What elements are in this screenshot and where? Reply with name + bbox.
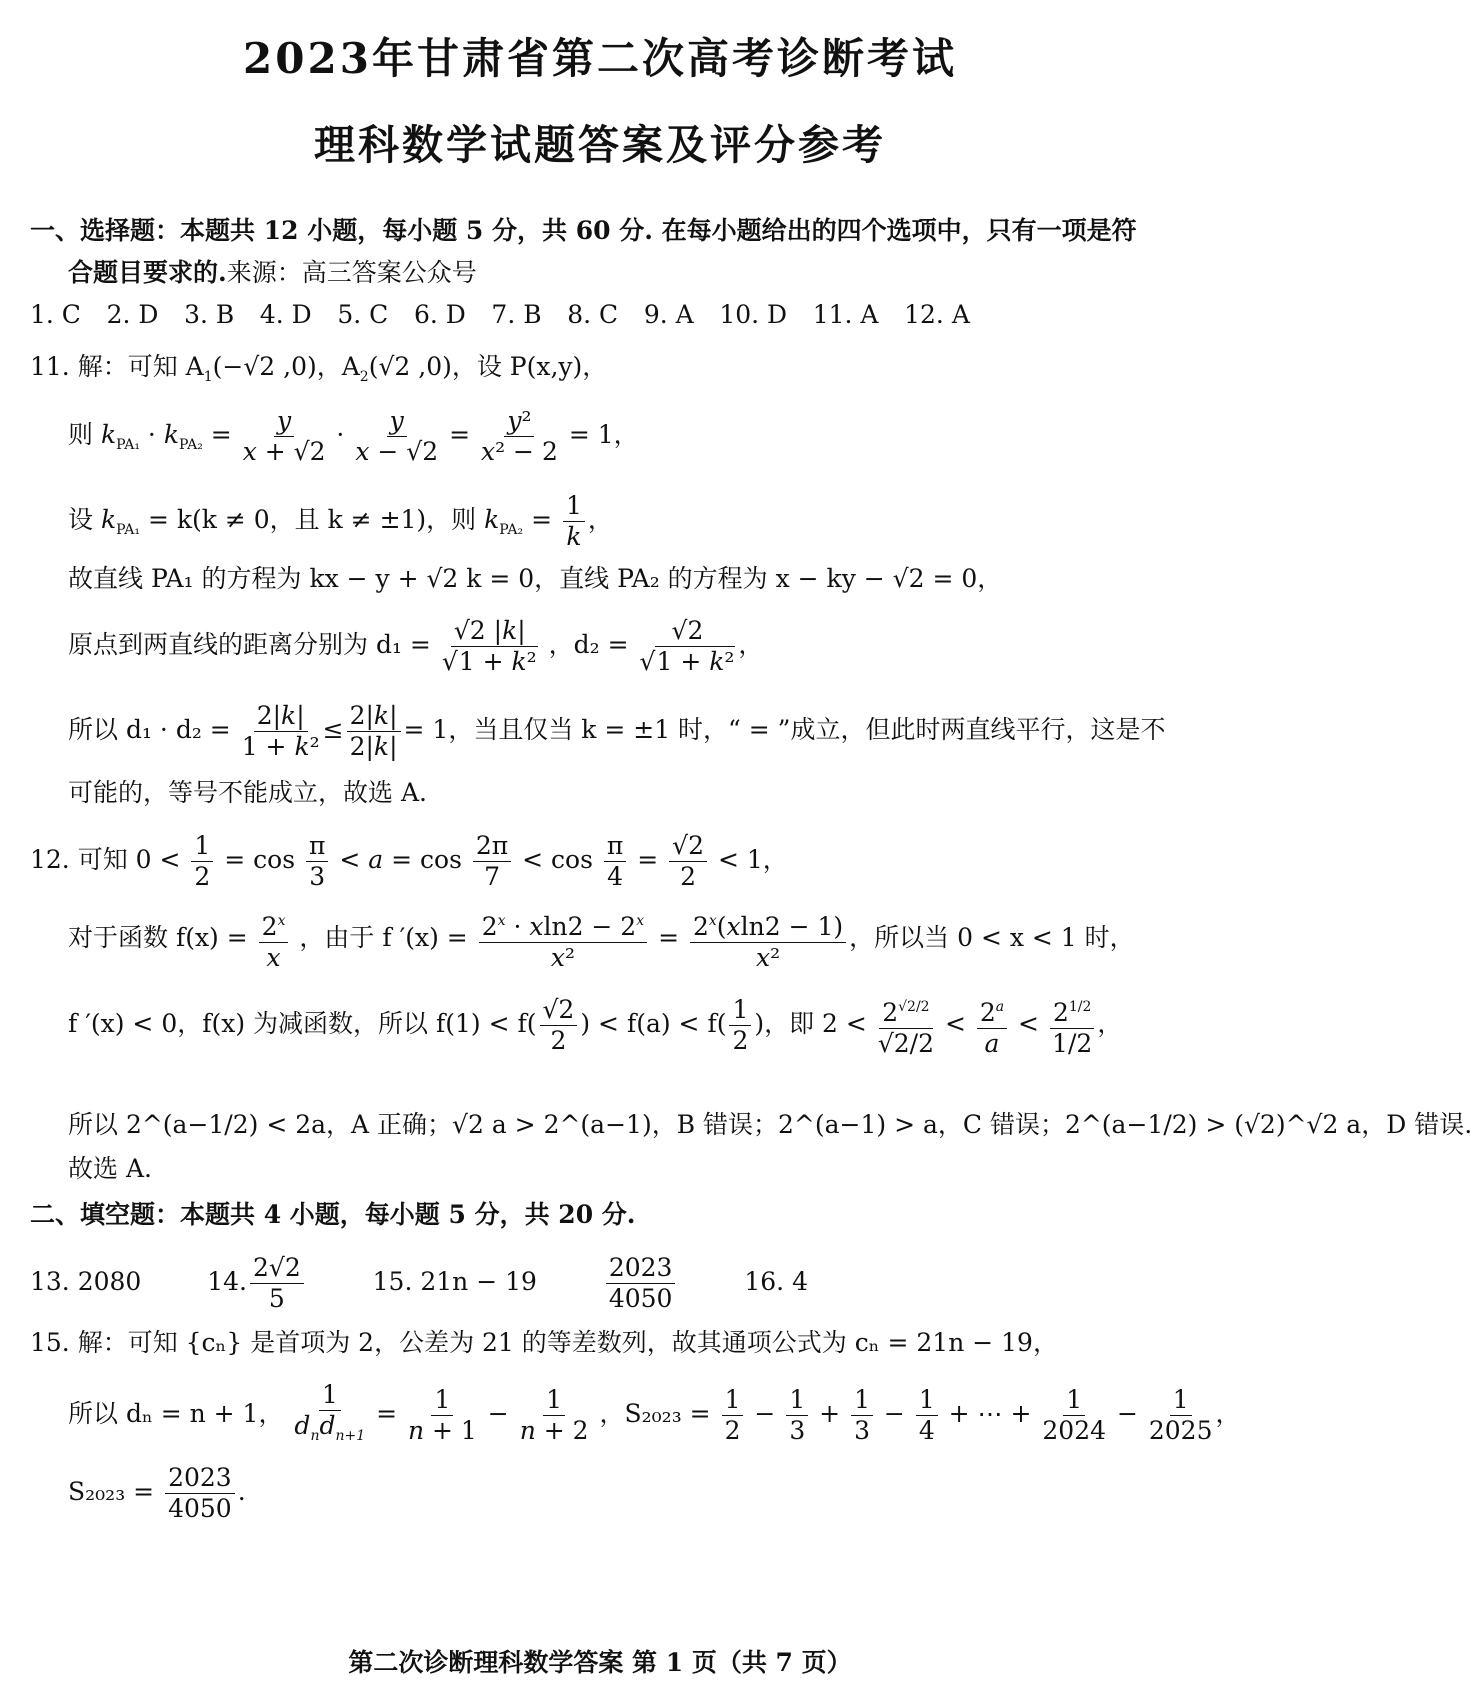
choice-answer: 11. A bbox=[812, 300, 879, 329]
choice-answer: 4. D bbox=[259, 300, 312, 329]
q11-line7: 可能的，等号不能成立，故选 A. bbox=[68, 778, 427, 807]
answer-14: $\frac{2√2}{5}$ bbox=[250, 1253, 304, 1314]
choice-answers bbox=[30, 300, 1170, 330]
section2-heading: 二、填空题：本题共 4 小题，每小题 5 分，共 20 分. bbox=[30, 1200, 636, 1229]
answer-15-sum: $\frac{2023}{4050}$ bbox=[606, 1253, 676, 1314]
q12-line5: 故选 A. bbox=[68, 1154, 152, 1183]
choice-answer: 7. B bbox=[491, 300, 542, 329]
q12-line2: 对于函数 f(x) = $\frac{2^x}{x}$ ，由于 f ′(x) = $\frac{2^x \cdot xln2 - 2^x}{\text{x²}}$ = $\frac{2^x(xln2 - 1)}{\text{x²}}$ ，所以当 0 < x < 1 时， bbox=[68, 906, 1135, 973]
choice-answer: 9. A bbox=[643, 300, 694, 329]
document-subtitle: 理科数学试题答案及评分参考 bbox=[314, 121, 886, 169]
choice-answer: 2. D bbox=[106, 300, 159, 329]
q11-line1: 11. 解：可知 $A_1(-√2$ ,0)，$A_2(√2$ ,0)，设 P(x,y)， bbox=[30, 352, 608, 385]
choice-answer: 1. C bbox=[30, 300, 81, 329]
choice-answer: 6. D bbox=[413, 300, 466, 329]
document-title: 2023年甘肃省第二次高考诊断考试 bbox=[243, 34, 957, 83]
answer-16: 16. 4 bbox=[744, 1267, 808, 1296]
section1-heading: 一、选择题：本题共 12 小题，每小题 5 分，共 60 分. 在每小题给出的四个选项中，只有一项是符 bbox=[30, 216, 1137, 245]
q12-line1: 12. 可知 0 < $\frac{1}{2}$ = cos $\frac{\pi}{3}$ < a = cos $\frac{2\pi}{7}$ < cos $\frac{\pi}{4}$ = $\frac{√2}{2}$ < 1， bbox=[30, 831, 788, 891]
q15-line3: S₂₀₂₃ = $\frac{2023}{4050}$ . bbox=[68, 1463, 246, 1523]
answer-13: 13. 2080 bbox=[30, 1267, 142, 1296]
q12-line3: f ′(x) < 0，f(x) 为减函数，所以 f(1) < f( $\frac{√2}{2}$ ) < f(a) < f( $\frac{1}{2}$ )，即 2 < $\frac{2^{√2/2}}{√2/2}$ < $\frac{2^a}{a}$ < $\frac{2^{1/2}}{1/2}$ ， bbox=[68, 992, 1122, 1059]
choice-answer: 10. D bbox=[719, 300, 788, 329]
answer-14-label: 14. bbox=[207, 1267, 247, 1296]
q11-line5: 原点到两直线的距离分别为 d₁ = $\frac{√2 |k|}{\text{√1 + k²}}$ ，d₂ = $\frac{√2}{\text{√1 + k²}}$ ， bbox=[68, 616, 764, 676]
fill-answers bbox=[30, 1252, 808, 1314]
page-footer: 第二次诊断理科数学答案 第 1 页（共 7 页） bbox=[348, 1648, 852, 1677]
q15-line2: 所以 dₙ = n + 1， $\frac{1}{d_nd_{n+1}}$ = $\frac{1}{n + 1}$ − $\frac{1}{n + 2}$ ，S₂₀₂₃ = $\frac{1}{2}$ − $\frac{1}{3}$ + $\frac{1}{3}$ − $\frac{1}{4}$ + ⋯ + $\frac{1}{2024}$ − $\frac{1}{2025}$ ， bbox=[68, 1380, 1241, 1445]
choice-answer: 12. A bbox=[904, 300, 970, 329]
q12-line4: 所以 2^(a−1/2) < 2a，A 正确；√2 a > 2^(a−1)，B 错误；2^(a−1) > a，C 错误；2^(a−1/2) > (√2)^√2 a，D 错误. bbox=[68, 1110, 1472, 1139]
q11-line2: 则 $k_{PA_1} \cdot k_{PA_2}$ = $\frac{y}{x + √2}$ · $\frac{y}{x - √2}$ = $\frac{\text{y²}}{\text{x² − 2}}$ = 1， bbox=[68, 406, 639, 466]
choice-answer: 5. C bbox=[337, 300, 389, 329]
q11-line3: 设 $k_{PA_1} = k(k \ne 0$，且 k ≠ ±1)，则 $k_{PA_2}$ = $\frac{1}{k}$ ， bbox=[68, 491, 613, 551]
choice-answer: 8. C bbox=[567, 300, 619, 329]
section1-heading-bold: 合题目要求的. bbox=[68, 258, 227, 287]
q11-line4: 故直线 PA₁ 的方程为 kx − y + √2 k = 0，直线 PA₂ 的方程为 x − ky − √2 = 0， bbox=[68, 564, 1003, 593]
answer-15: 15. 21n − 19 bbox=[372, 1267, 537, 1296]
choice-answer: 3. B bbox=[184, 300, 235, 329]
section1-heading-cont bbox=[68, 258, 477, 288]
q11-line6: 所以 d₁ · d₂ = $\frac{2|k|}{\text{1 + k²}}$ ≤ $\frac{2|k|}{2|k|}$ = 1，当且仅当 k = ±1 时，“ = ”成立，但此时两直线平行，这是不 bbox=[68, 701, 1166, 761]
q15-line1: 15. 解：可知 {cₙ} 是首项为 2，公差为 21 的等差数列，故其通项公式为 cₙ = 21n − 19， bbox=[30, 1328, 1058, 1357]
source-note: 来源：高三答案公众号 bbox=[226, 258, 477, 287]
